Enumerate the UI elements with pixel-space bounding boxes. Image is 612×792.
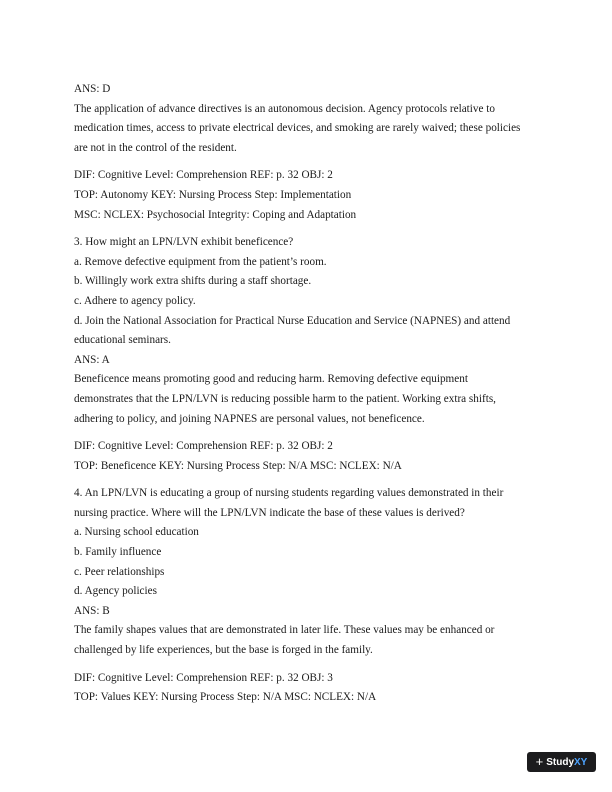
question-stem: nursing practice. Where will the LPN/LVN indicate the base of these values is derived? [74,506,465,519]
option-a: a. Remove defective equipment from the patient’s room. [74,255,327,268]
rationale-line: demonstrates that the LPN/LVN is reducing possible harm to the patient. Working extra shifts, [74,392,496,405]
option-d-continued: educational seminars. [74,334,171,347]
option-c: c. Peer relationships [74,565,165,578]
plus-icon: + [535,754,544,769]
answer-line: ANS: B [74,604,110,617]
rationale-line: adhering to policy, and joining NAPNES are personal values, not beneficence. [74,412,425,425]
rationale-line: challenged by life experiences, but the base is forged in the family. [74,644,373,657]
question-stem: 4. An LPN/LVN is educating a group of nursing students regarding values demonstrated in their [74,487,504,500]
meta-line: DIF: Cognitive Level: Comprehension REF: p. 32 OBJ: 2 [74,440,333,453]
document-page [74,80,544,708]
rationale-line: are not in the control of the resident. [74,141,237,154]
answer-line: ANS: A [74,353,110,366]
option-a: a. Nursing school education [74,526,199,539]
option-c: c. Adhere to agency policy. [74,294,196,307]
rationale-line: The application of advance directives is an autonomous decision. Agency protocols relative to [74,102,495,115]
meta-line: DIF: Cognitive Level: Comprehension REF: p. 32 OBJ: 2 [74,169,333,182]
rationale-line: Beneficence means promoting good and reducing harm. Removing defective equipment [74,373,468,386]
rationale-line: medication times, access to private electrical devices, and smoking are rarely waived; these policies [74,122,521,135]
rationale-line: The family shapes values that are demonstrated in later life. These values may be enhanced or [74,624,495,637]
meta-line: TOP: Autonomy KEY: Nursing Process Step: Implementation [74,188,352,201]
brand-xy: XY [574,756,588,768]
option-b: b. Willingly work extra shifts during a staff shortage. [74,275,312,288]
meta-line: MSC: NCLEX: Psychosocial Integrity: Coping and Adaptation [74,208,357,221]
brand-name [546,757,587,768]
answer-line: ANS: D [74,83,111,95]
meta-line: TOP: Values KEY: Nursing Process Step: N/A MSC: NCLEX: N/A [74,691,377,704]
meta-line: TOP: Beneficence KEY: Nursing Process Step: N/A MSC: NCLEX: N/A [74,459,402,472]
option-d: d. Join the National Association for Practical Nurse Education and Service (NAPNES) and attend [74,314,511,327]
meta-line: DIF: Cognitive Level: Comprehension REF: p. 32 OBJ: 3 [74,671,333,684]
brand-study: Study [546,756,575,768]
option-d: d. Agency policies [74,585,157,598]
option-b: b. Family influence [74,546,162,559]
question-stem: 3. How might an LPN/LVN exhibit beneficence? [74,236,294,249]
studyxy-badge[interactable] [527,752,596,772]
